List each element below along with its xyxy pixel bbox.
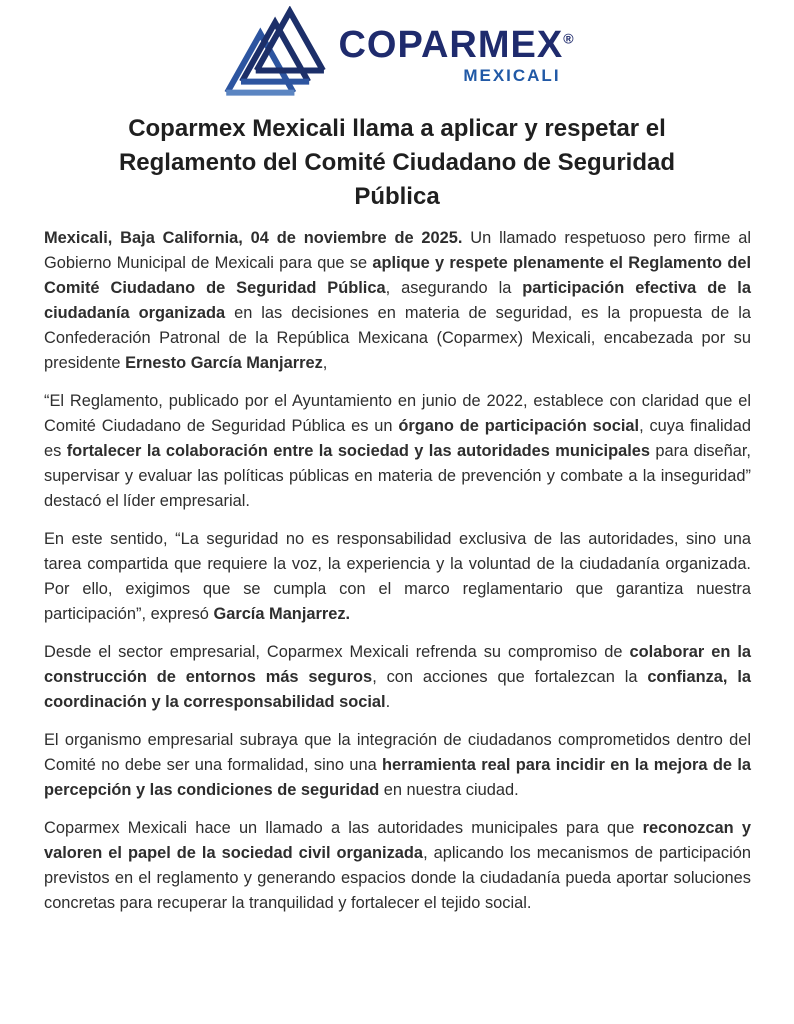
text-run: , cuya finalidad es <box>44 417 752 460</box>
text-run: García Manjarrez. <box>213 605 351 623</box>
text-run: El organismo empresarial subraya que la integración de ciudadanos comprometidos dentro del Comité no debe ser una formalidad, sino una <box>44 731 751 774</box>
text-run: , con acciones que fortalezcan la <box>372 668 648 686</box>
text-run: “El Reglamento, publicado por el Ayuntamiento en junio de 2022, establece con claridad que el Comité Ciudadano de Seguridad Pública es un <box>44 392 751 435</box>
coparmex-triangles-icon <box>220 6 332 100</box>
logo-region-label: MEXICALI <box>463 66 561 85</box>
paragraph <box>44 389 751 514</box>
logo-text-block <box>338 6 573 84</box>
text-run: en nuestra ciudad. <box>379 781 519 799</box>
brand-wordmark: COPARMEX <box>338 24 564 66</box>
text-run: reconozcan y valoren el papel de la sociedad civil organizada <box>44 819 751 862</box>
text-run: órgano de participación social <box>398 417 640 435</box>
text-run: En este sentido, “La seguridad no es responsabilidad exclusiva de las autoridades, sino una tarea compartida que requiere la voz, la experiencia y la voluntad de la ciudadanía organizada. Por ello, exigimos que se cumpla con el marco reglamentario que garantiza nuestra participación”, expresó <box>44 530 751 623</box>
text-run: fortalecer la colaboración entre la sociedad y las autoridades municipales <box>66 442 650 460</box>
text-run: Mexicali, Baja California, 04 de noviembre de 2025. <box>44 229 463 247</box>
text-run: aplique y respete plenamente el Reglamento del Comité Ciudadano de Seguridad Pública <box>44 254 751 297</box>
text-run: , asegurando la <box>385 279 523 297</box>
text-run: Un llamado respetuoso pero firme al Gobierno Municipal de Mexicali para que se <box>44 229 751 272</box>
page-title: Coparmex Mexicali llama a aplicar y respetar el Reglamento del Comité Ciudadano de Seguridad Pública <box>118 115 676 210</box>
text-run: para diseñar, supervisar y evaluar las políticas públicas en materia de prevención y combate a la inseguridad” destacó el líder empresarial. <box>44 442 751 510</box>
text-run: Coparmex Mexicali hace un llamado a las autoridades municipales para que <box>44 819 643 837</box>
paragraph <box>44 640 751 715</box>
paragraph <box>44 816 751 916</box>
paragraph <box>44 226 751 376</box>
text-run: colaborar en la construcción de entornos más seguros <box>44 643 751 686</box>
text-run: Ernesto García Manjarrez <box>125 354 323 372</box>
text-run: Desde el sector empresarial, Coparmex Mexicali refrenda su compromiso de <box>44 643 630 661</box>
text-run: herramienta real para incidir en la mejora de la percepción y las condiciones de seguridad <box>44 756 752 799</box>
registered-trademark-symbol: ® <box>563 30 574 47</box>
text-run: confianza, la coordinación y la corresponsabilidad social <box>44 668 751 711</box>
text-run: , aplicando los mecanismos de participación previstos en el reglamento y generando espacios donde la ciudadanía pueda aportar soluciones concretas para recuperar la tranquilidad y fortalecer el tejido social. <box>44 844 751 912</box>
coparmex-logo <box>0 6 794 100</box>
paragraph <box>44 527 751 627</box>
text-run: , <box>322 354 328 372</box>
text-run: . <box>385 693 391 711</box>
text-run: participación efectiva de la ciudadanía organizada <box>44 279 751 322</box>
text-run: en las decisiones en materia de seguridad, es la propuesta de la Confederación Patronal de la República Mexicana (Coparmex) Mexicali, encabezada por su presidente <box>44 304 751 372</box>
brand-name <box>338 26 573 64</box>
document-body <box>0 226 794 916</box>
paragraph <box>44 728 751 803</box>
